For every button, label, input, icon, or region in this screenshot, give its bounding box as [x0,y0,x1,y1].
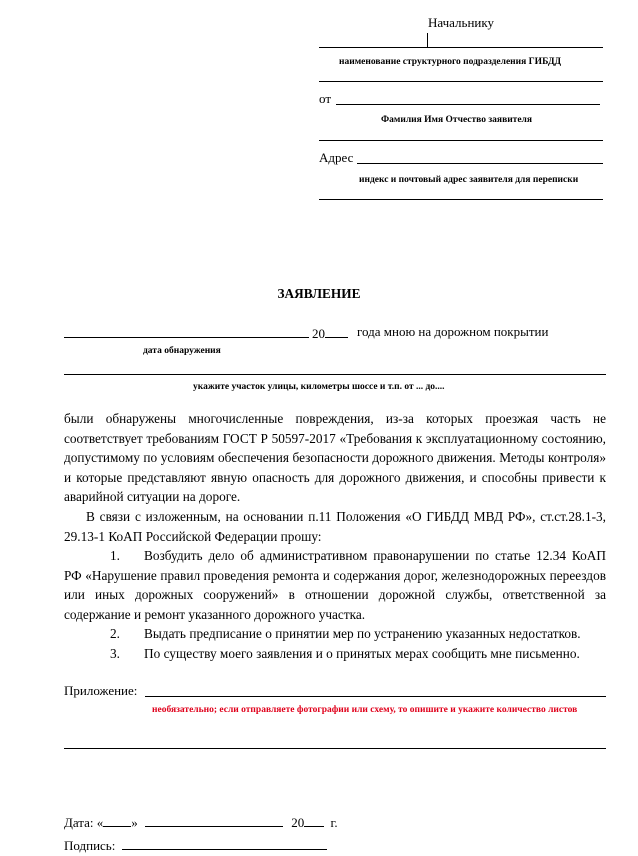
date-label: Дата: « [64,815,104,830]
department-extra-line[interactable] [319,81,603,82]
day-field[interactable] [103,813,131,827]
recipient-department-field[interactable] [319,47,603,48]
list-number: 2. [110,626,120,641]
applicant-name-field[interactable] [336,104,600,105]
discovery-date-field[interactable] [64,337,309,338]
attachment-hint: необязательно; если отправляете фотографии или схему, то опишите и укажите количество листов [152,705,578,715]
road-location-field[interactable] [64,374,606,375]
attachment-field[interactable] [145,696,606,697]
text-cursor [427,33,428,47]
list-item-text: Выдать предписание о принятии мер по устранению указанных недостатков. [144,626,581,641]
footer-year-prefix: 20 [291,815,305,830]
damage-paragraph: были обнаружены многочисленные повреждения, из-за которых проезжая часть не соответствует требованиям ГОСТ Р 50597-2017 «Требования к эксплуатационному состоянию, допустимому по условиям обеспечения безопасности дорожного движения. Методы контроля» и которые представляют явную опасность для дорожного движения, и способны привести к аварийной ситуации на дороге. [64,411,606,505]
document-title: ЗАЯВЛЕНИЕ [277,286,361,301]
date-row [64,813,338,831]
address-hint: индекс и почтовый адрес заявителя для переписки [359,175,579,185]
list-item-text: Возбудить дело об административном правонарушении по статье 12.34 КоАП РФ «Нарушение правил проведения ремонта и содержания дорог, железнодорожных переездов или иных дорожных сооружений» в отношении дорожной службы, ответственной за содержание и ремонт указанного дорожного участка. [64,548,606,622]
list-item [64,546,606,624]
date-hint: дата обнаружения [143,346,221,356]
address-label: Адрес [319,150,354,165]
year-suffix: г. [330,815,338,830]
request-paragraph: В связи с изложенным, на основании п.11 Положения «О ГИБДД МВД РФ», ст.ст.28.1-3, 29.13-1 КоАП Российской Федерации прошу: [64,508,606,544]
name-hint: Фамилия Имя Отчество заявителя [381,115,533,125]
attachment-label: Приложение: [64,683,138,698]
list-number: 3. [110,646,120,661]
year-field[interactable] [325,324,348,338]
name-extra-line[interactable] [319,140,603,141]
signature-row [64,836,327,854]
list-item-text: По существу моего заявления и о принятых мерах сообщить мне письменно. [144,646,580,661]
from-label: от [319,91,332,106]
footer-year-field[interactable] [304,813,324,827]
attachment-extra-line[interactable] [64,748,606,749]
body-text [64,409,606,546]
department-hint: наименование структурного подразделения ГИБДД [339,57,562,67]
list-item [64,644,606,664]
signature-label: Подпись: [64,838,116,853]
recipient-label: Начальнику [428,15,495,30]
list-number: 1. [110,548,120,563]
address-extra-line[interactable] [319,199,603,200]
year-prefix: 20 [312,324,348,342]
road-surface-text: года мною на дорожном покрытии [357,324,549,339]
date-quote-close: » [131,815,138,830]
month-field[interactable] [145,813,283,827]
signature-field[interactable] [122,836,327,850]
list-item [64,624,606,644]
address-field[interactable] [357,163,603,164]
location-hint: укажите участок улицы, километры шоссе и т.п. от ... до.... [193,382,445,392]
